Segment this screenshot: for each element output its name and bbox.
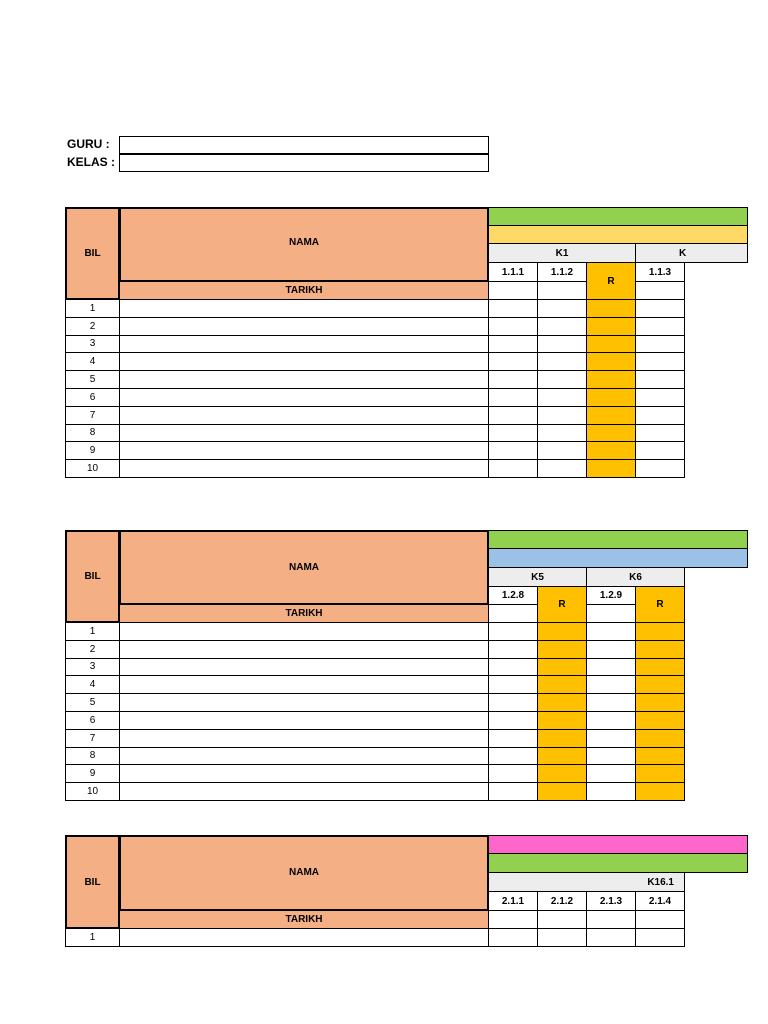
row-number: 5	[65, 370, 120, 389]
r-cell[interactable]	[635, 640, 685, 659]
date-cell[interactable]	[635, 910, 685, 929]
subcol-2-1-2: 2.1.2	[537, 891, 587, 911]
r-cell[interactable]	[635, 711, 685, 730]
score-cell[interactable]	[635, 928, 685, 947]
subcol-1-1-3: 1.1.3	[635, 262, 685, 282]
score-cell[interactable]	[488, 459, 538, 478]
row-number: 6	[65, 711, 120, 730]
score-cell[interactable]	[537, 928, 587, 947]
student-name-cell[interactable]	[119, 640, 489, 659]
r-cell[interactable]	[635, 693, 685, 712]
score-cell[interactable]	[586, 764, 636, 783]
r-cell[interactable]	[537, 622, 587, 641]
row-number: 10	[65, 782, 120, 801]
date-cell[interactable]	[586, 604, 636, 623]
r-cell[interactable]	[537, 675, 587, 694]
score-cell[interactable]	[488, 317, 538, 336]
r-cell[interactable]	[537, 764, 587, 783]
row-number: 8	[65, 747, 120, 766]
student-name-cell[interactable]	[119, 459, 489, 478]
score-cell[interactable]	[488, 928, 538, 947]
score-cell[interactable]	[537, 406, 587, 425]
date-cell[interactable]	[537, 281, 587, 300]
nama-header	[119, 835, 489, 911]
score-cell[interactable]	[586, 622, 636, 641]
score-cell[interactable]	[635, 299, 685, 318]
r-cell[interactable]	[537, 693, 587, 712]
k-group-k6: K6	[586, 567, 685, 587]
score-cell[interactable]	[488, 622, 538, 641]
r-cell[interactable]	[635, 658, 685, 677]
student-name-cell[interactable]	[119, 693, 489, 712]
score-cell[interactable]	[537, 352, 587, 371]
k-group-next: K	[635, 243, 748, 263]
score-cell[interactable]	[586, 658, 636, 677]
tarikh-header: TARIKH	[119, 281, 489, 300]
row-number: 2	[65, 640, 120, 659]
score-cell[interactable]	[488, 640, 538, 659]
bil-header: BIL	[65, 835, 120, 929]
row-number: 1	[65, 299, 120, 318]
student-name-cell[interactable]	[119, 711, 489, 730]
student-name-cell[interactable]	[119, 441, 489, 460]
student-name-cell[interactable]	[119, 352, 489, 371]
score-cell[interactable]	[635, 317, 685, 336]
subcol-2-1-1: 2.1.1	[488, 891, 538, 911]
score-cell[interactable]	[537, 335, 587, 354]
date-cell[interactable]	[488, 281, 538, 300]
score-cell[interactable]	[586, 711, 636, 730]
row-number: 5	[65, 693, 120, 712]
score-cell[interactable]	[586, 675, 636, 694]
score-cell[interactable]	[635, 459, 685, 478]
standard-bar-yellow	[488, 225, 748, 244]
student-name-cell[interactable]	[119, 928, 489, 947]
subcol-r: R	[586, 262, 636, 300]
date-cell[interactable]	[586, 910, 636, 929]
score-cell[interactable]	[635, 388, 685, 407]
nama-header	[119, 530, 489, 605]
k-group-k1: K1	[488, 243, 636, 263]
score-cell[interactable]	[488, 764, 538, 783]
score-cell[interactable]	[635, 335, 685, 354]
score-cell[interactable]	[586, 729, 636, 748]
score-cell[interactable]	[586, 782, 636, 801]
tarikh-header: TARIKH	[119, 604, 489, 623]
score-cell[interactable]	[537, 424, 587, 443]
r-cell[interactable]	[537, 658, 587, 677]
row-number: 4	[65, 675, 120, 694]
score-cell[interactable]	[488, 675, 538, 694]
kelas-label: KELAS :	[67, 155, 115, 169]
student-name-cell[interactable]	[119, 424, 489, 443]
r-cell[interactable]	[635, 622, 685, 641]
r-cell[interactable]	[586, 317, 636, 336]
nama-label: NAMA	[289, 867, 319, 878]
score-cell[interactable]	[488, 388, 538, 407]
subcol-1-1-2: 1.1.2	[537, 262, 587, 282]
score-cell[interactable]	[537, 441, 587, 460]
r-cell[interactable]	[537, 782, 587, 801]
score-cell[interactable]	[488, 370, 538, 389]
domain-bar-green	[488, 530, 748, 549]
row-number: 2	[65, 317, 120, 336]
date-cell[interactable]	[537, 910, 587, 929]
student-name-cell[interactable]	[119, 388, 489, 407]
score-cell[interactable]	[488, 352, 538, 371]
student-name-cell[interactable]	[119, 622, 489, 641]
row-number: 1	[65, 928, 120, 947]
row-number: 9	[65, 764, 120, 783]
subcol-1-2-9: 1.2.9	[586, 586, 636, 605]
score-cell[interactable]	[537, 388, 587, 407]
score-cell[interactable]	[586, 640, 636, 659]
r-cell[interactable]	[537, 711, 587, 730]
r-cell[interactable]	[586, 406, 636, 425]
score-cell[interactable]	[488, 424, 538, 443]
score-cell[interactable]	[635, 424, 685, 443]
row-number: 10	[65, 459, 120, 478]
subcol-r: R	[537, 586, 587, 623]
tarikh-header: TARIKH	[119, 910, 489, 929]
student-name-cell[interactable]	[119, 299, 489, 318]
score-cell[interactable]	[488, 693, 538, 712]
nama-header	[119, 207, 489, 282]
score-cell[interactable]	[488, 711, 538, 730]
subcol-2-1-3: 2.1.3	[586, 891, 636, 911]
r-cell[interactable]	[635, 729, 685, 748]
r-cell[interactable]	[537, 640, 587, 659]
student-name-cell[interactable]	[119, 675, 489, 694]
subcol-1-1-1: 1.1.1	[488, 262, 538, 282]
r-cell[interactable]	[635, 747, 685, 766]
row-number: 7	[65, 406, 120, 425]
domain-bar-pink	[488, 835, 748, 854]
date-cell[interactable]	[635, 281, 685, 300]
subcol-1-2-8: 1.2.8	[488, 586, 538, 605]
row-number: 7	[65, 729, 120, 748]
date-cell[interactable]	[488, 910, 538, 929]
score-cell[interactable]	[586, 693, 636, 712]
score-cell[interactable]	[488, 299, 538, 318]
score-cell[interactable]	[488, 658, 538, 677]
k-group-k5: K5	[488, 567, 587, 587]
date-cell[interactable]	[488, 604, 538, 623]
r-cell[interactable]	[635, 764, 685, 783]
score-cell[interactable]	[537, 370, 587, 389]
r-cell[interactable]	[586, 299, 636, 318]
r-cell[interactable]	[586, 352, 636, 371]
subcol-2-1-4: 2.1.4	[635, 891, 685, 911]
row-number: 1	[65, 622, 120, 641]
r-cell[interactable]	[537, 747, 587, 766]
score-cell[interactable]	[488, 441, 538, 460]
row-number: 9	[65, 441, 120, 460]
score-cell[interactable]	[488, 782, 538, 801]
r-cell[interactable]	[586, 441, 636, 460]
guru-label: GURU :	[67, 137, 110, 151]
score-cell[interactable]	[488, 335, 538, 354]
score-cell[interactable]	[635, 352, 685, 371]
r-cell[interactable]	[635, 675, 685, 694]
k-group-k16-1: K16.1	[488, 872, 685, 892]
r-cell[interactable]	[586, 335, 636, 354]
bil-header: BIL	[65, 530, 120, 623]
subcol-r: R	[635, 586, 685, 623]
standard-bar-green	[488, 853, 748, 873]
student-name-cell[interactable]	[119, 370, 489, 389]
row-number: 6	[65, 388, 120, 407]
r-cell[interactable]	[586, 388, 636, 407]
bil-header: BIL	[65, 207, 120, 300]
student-name-cell[interactable]	[119, 782, 489, 801]
row-number: 3	[65, 335, 120, 354]
student-name-cell[interactable]	[119, 406, 489, 425]
score-cell[interactable]	[586, 747, 636, 766]
r-cell[interactable]	[635, 782, 685, 801]
score-cell[interactable]	[635, 441, 685, 460]
score-cell[interactable]	[635, 406, 685, 425]
student-name-cell[interactable]	[119, 729, 489, 748]
student-name-cell[interactable]	[119, 764, 489, 783]
nama-label: NAMA	[289, 237, 319, 248]
score-cell[interactable]	[537, 299, 587, 318]
r-cell[interactable]	[586, 424, 636, 443]
domain-bar-green	[488, 207, 748, 226]
row-number: 3	[65, 658, 120, 677]
score-cell[interactable]	[537, 317, 587, 336]
score-cell[interactable]	[537, 459, 587, 478]
student-name-cell[interactable]	[119, 658, 489, 677]
score-cell[interactable]	[586, 928, 636, 947]
student-name-cell[interactable]	[119, 317, 489, 336]
r-cell[interactable]	[586, 370, 636, 389]
standard-bar-blue	[488, 548, 748, 568]
score-cell[interactable]	[488, 729, 538, 748]
score-cell[interactable]	[635, 370, 685, 389]
nama-label: NAMA	[289, 562, 319, 573]
row-number: 8	[65, 424, 120, 443]
student-name-cell[interactable]	[119, 335, 489, 354]
student-name-cell[interactable]	[119, 747, 489, 766]
score-cell[interactable]	[488, 747, 538, 766]
row-number: 4	[65, 352, 120, 371]
r-cell[interactable]	[586, 459, 636, 478]
r-cell[interactable]	[537, 729, 587, 748]
score-cell[interactable]	[488, 406, 538, 425]
